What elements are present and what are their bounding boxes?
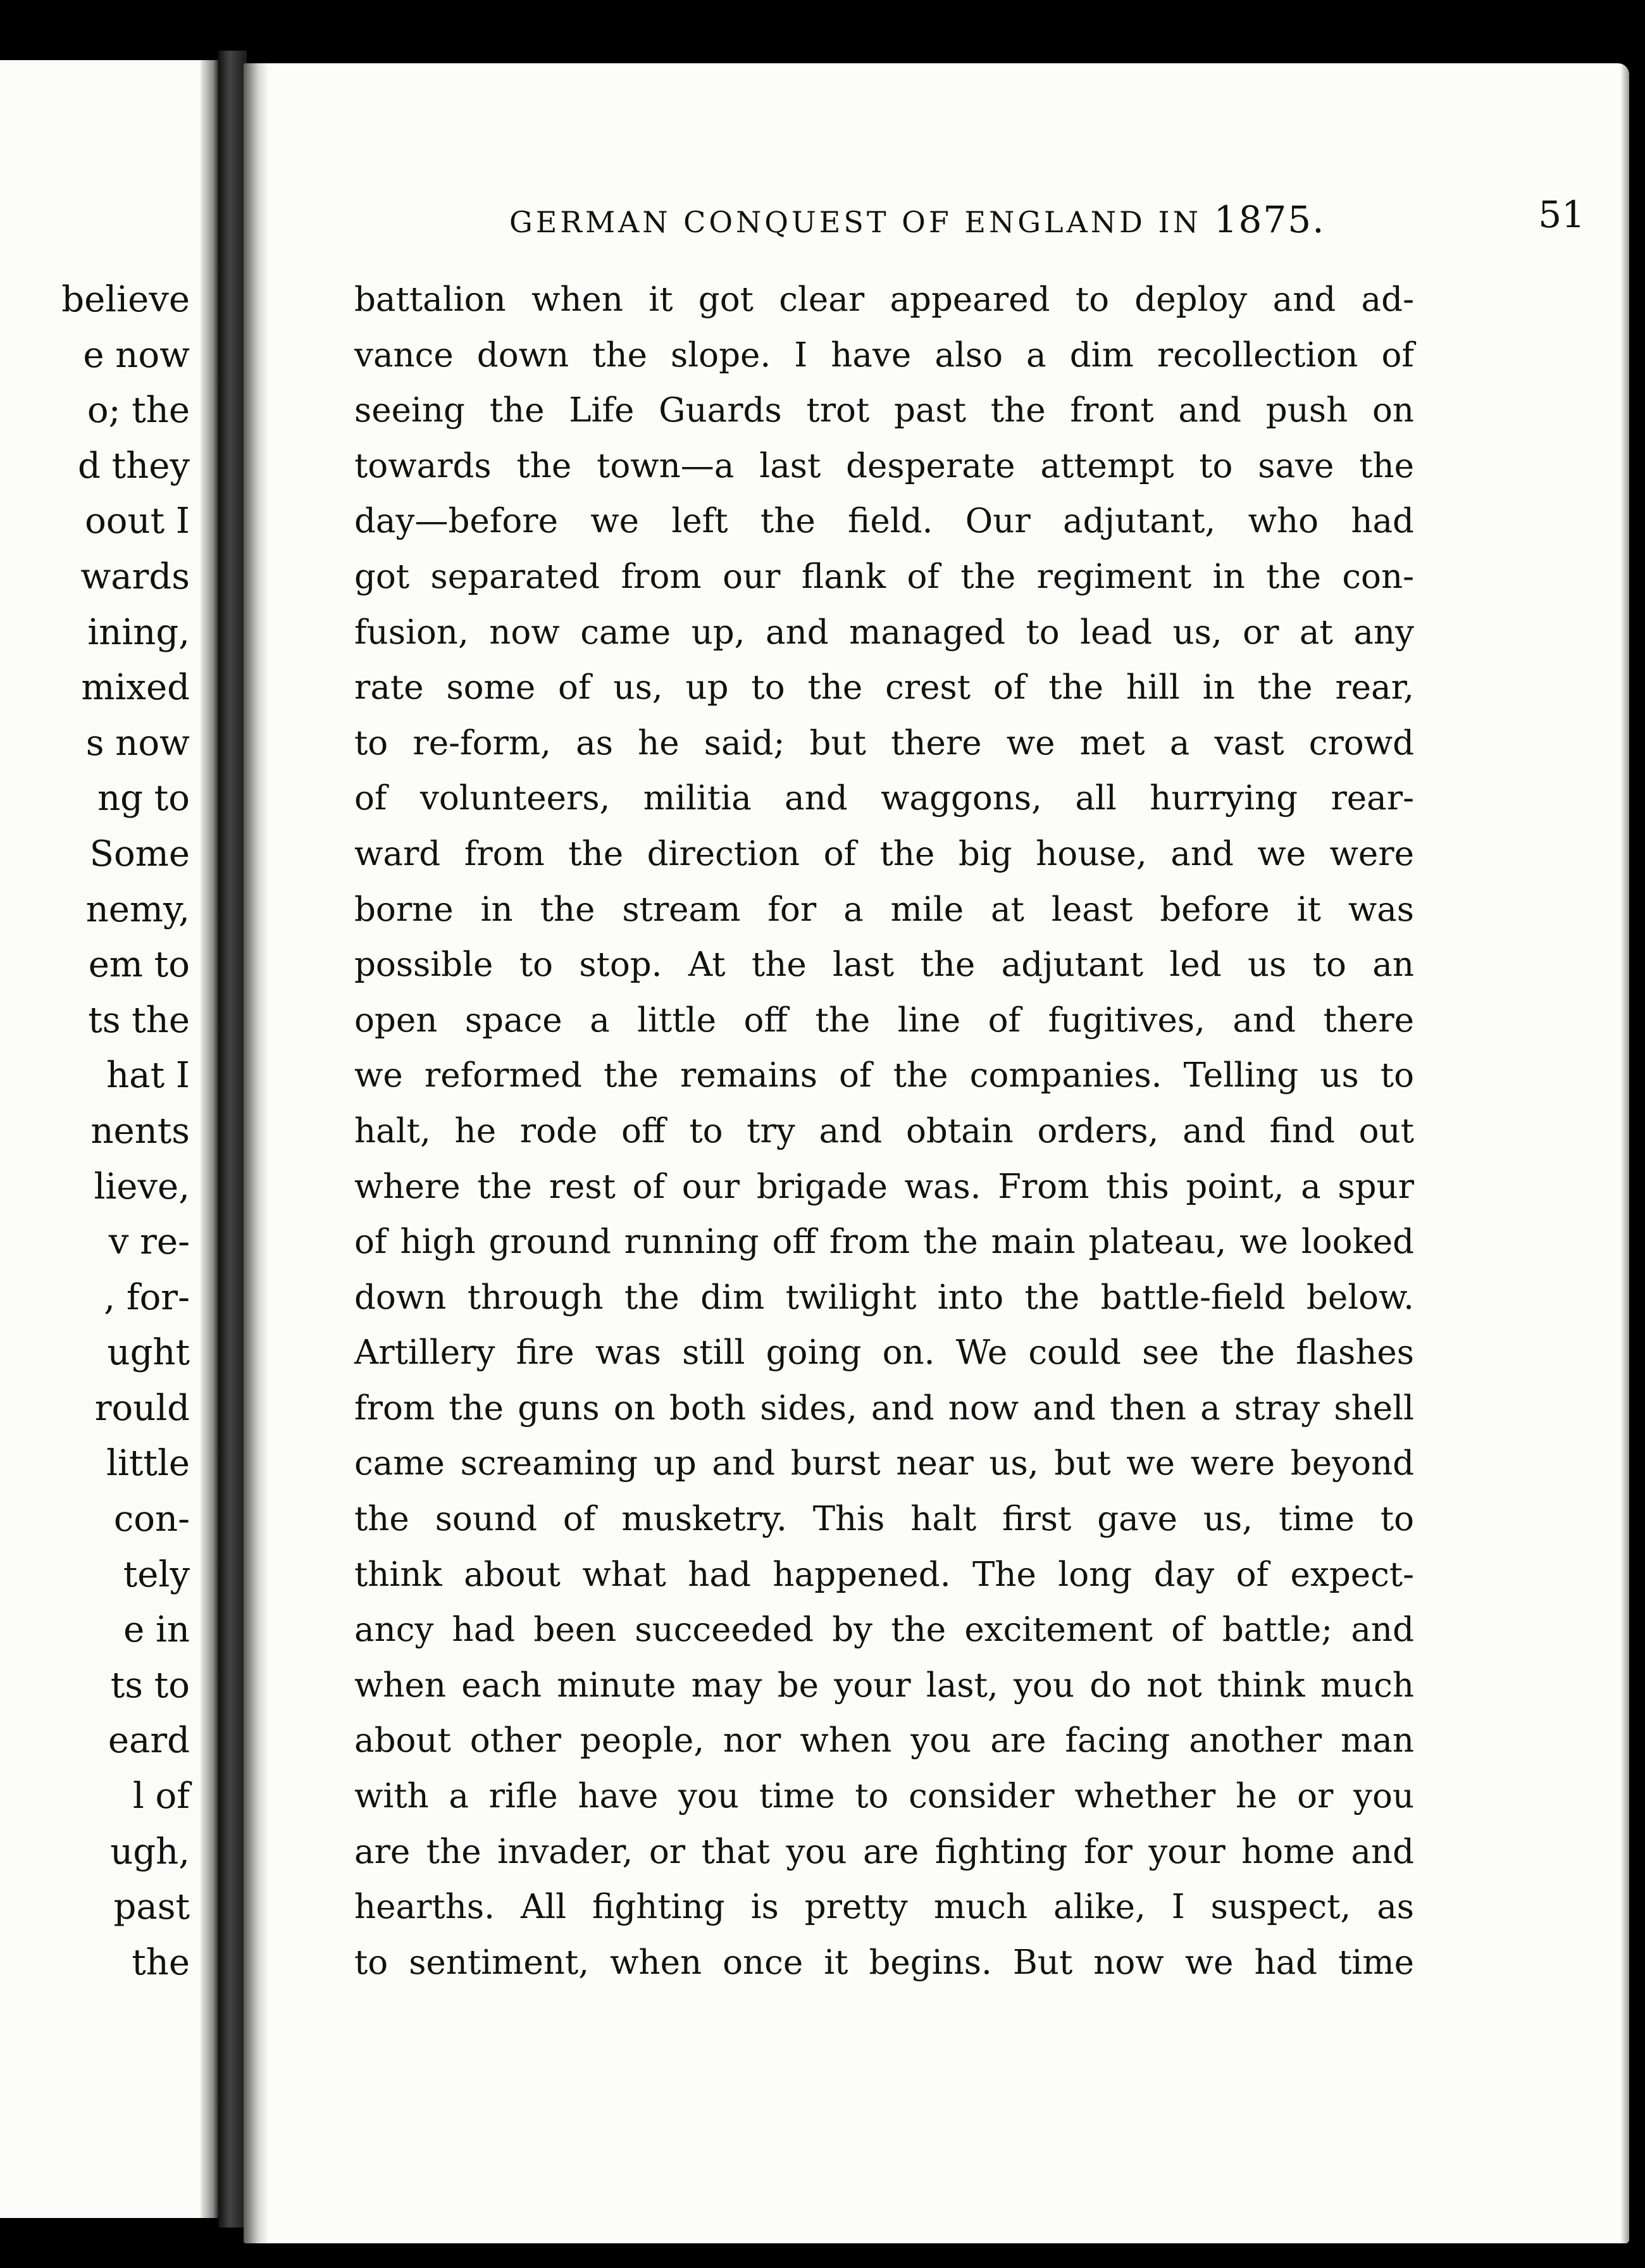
left-page-line: eard bbox=[108, 1720, 190, 1762]
left-page-line: oout I bbox=[85, 501, 190, 542]
running-year: 1875. bbox=[1214, 198, 1325, 241]
left-page-line: v re- bbox=[108, 1221, 190, 1263]
text-line: day—before we left the field. Our adjutant, who had bbox=[354, 502, 1414, 541]
text-line: hearths. All fighting is pretty much alike, I suspect, as bbox=[354, 1888, 1414, 1927]
left-page-line: ng to bbox=[97, 778, 190, 819]
text-line: of volunteers, militia and waggons, all hurrying rear- bbox=[354, 779, 1414, 818]
text-line: to sentiment, when once it begins. But now we had time bbox=[354, 1943, 1414, 1982]
text-line: Artillery fire was still going on. We could see the flashes bbox=[354, 1333, 1414, 1373]
left-page-line: wards bbox=[80, 556, 190, 597]
left-page-line: ts the bbox=[88, 999, 190, 1041]
left-page-line: o; the bbox=[87, 390, 190, 432]
text-line: we reformed the remains of the companies. Telling us to bbox=[354, 1056, 1414, 1095]
left-page-line: the bbox=[132, 1941, 190, 1983]
text-line: are the invader, or that you are fighting for your home and bbox=[354, 1832, 1414, 1871]
left-page-line: hat I bbox=[106, 1055, 190, 1097]
text-line: think about what had happened. The long day of expect- bbox=[354, 1555, 1414, 1594]
text-line: vance down the slope. I have also a dim recollection of bbox=[354, 335, 1414, 375]
left-page-line: believe bbox=[61, 279, 190, 320]
left-page-line: nents bbox=[90, 1110, 190, 1152]
text-line: from the guns on both sides, and now and then a stray shell bbox=[354, 1388, 1414, 1428]
left-page-line: tely bbox=[123, 1554, 190, 1595]
left-page-line: ts to bbox=[110, 1664, 190, 1706]
left-page-line: ining, bbox=[87, 611, 190, 653]
text-line: possible to stop. At the last the adjutant led us to an bbox=[354, 945, 1414, 985]
right-page-outer-edge bbox=[1620, 63, 1629, 2243]
text-line: got separated from our flank of the regiment in the con- bbox=[354, 557, 1414, 596]
text-line: seeing the Life Guards trot past the front and push on bbox=[354, 391, 1414, 430]
page-number: 51 bbox=[1538, 193, 1585, 236]
left-page-line: e now bbox=[83, 334, 190, 376]
body-text bbox=[354, 272, 1414, 1990]
left-page-line: ught bbox=[107, 1332, 190, 1374]
left-page-line: mixed bbox=[81, 667, 190, 709]
text-line: borne in the stream for a mile at least before it was bbox=[354, 890, 1414, 929]
left-page-text bbox=[0, 272, 190, 1990]
text-line: down through the dim twilight into the battle-field below. bbox=[354, 1278, 1414, 1317]
right-page bbox=[244, 63, 1629, 2243]
text-line: when each minute may be your last, you do not think much bbox=[354, 1666, 1414, 1705]
text-line: of high ground running off from the main plateau, we looked bbox=[354, 1223, 1414, 1262]
book-binding-shadow bbox=[218, 51, 247, 2228]
text-line: with a rifle have you time to consider whether he or you bbox=[354, 1777, 1414, 1816]
text-line: the sound of musketry. This halt first gave us, time to bbox=[354, 1500, 1414, 1539]
text-line: halt, he rode off to try and obtain orders, and find out bbox=[354, 1111, 1414, 1150]
left-page-line: Some bbox=[89, 833, 190, 875]
text-line: rate some of us, up to the crest of the hill in the rear, bbox=[354, 668, 1414, 707]
text-line: came screaming up and burst near us, but we were beyond bbox=[354, 1444, 1414, 1483]
left-page-gutter-shadow bbox=[201, 60, 218, 2218]
left-page-line: l of bbox=[132, 1776, 190, 1817]
left-page-fragment bbox=[0, 60, 218, 2218]
left-page-line: nemy, bbox=[85, 888, 190, 930]
left-page-line: past bbox=[113, 1886, 190, 1928]
running-head bbox=[509, 193, 1585, 244]
left-page-line: e in bbox=[123, 1609, 190, 1651]
left-page-line: rould bbox=[94, 1387, 190, 1429]
right-page-inner-edge bbox=[244, 63, 269, 2243]
left-page-line: s now bbox=[85, 722, 190, 764]
left-page-line: ugh, bbox=[110, 1831, 190, 1872]
text-line: ancy had been succeeded by the excitement of battle; and bbox=[354, 1611, 1414, 1650]
text-line: towards the town—a last desperate attempt to save the bbox=[354, 446, 1414, 485]
left-page-line: , for- bbox=[104, 1276, 190, 1318]
running-title-text: GERMAN CONQUEST OF ENGLAND IN bbox=[509, 205, 1201, 239]
left-page-line: d they bbox=[78, 445, 190, 487]
left-page-line: little bbox=[106, 1443, 190, 1485]
left-page-line: em to bbox=[88, 944, 190, 986]
text-line: battalion when it got clear appeared to deploy and ad- bbox=[354, 280, 1414, 319]
text-line: fusion, now came up, and managed to lead us, or at any bbox=[354, 613, 1414, 652]
text-line: open space a little off the line of fugitives, and there bbox=[354, 1000, 1414, 1040]
text-line: to re-form, as he said; but there we met a vast crowd bbox=[354, 723, 1414, 763]
left-page-line: con- bbox=[113, 1498, 190, 1540]
running-title bbox=[509, 198, 1325, 241]
text-line: about other people, nor when you are facing another man bbox=[354, 1721, 1414, 1760]
text-line: ward from the direction of the big house, and we were bbox=[354, 834, 1414, 873]
text-line: where the rest of our brigade was. From this point, a spur bbox=[354, 1167, 1414, 1206]
left-page-line: lieve, bbox=[94, 1166, 190, 1207]
